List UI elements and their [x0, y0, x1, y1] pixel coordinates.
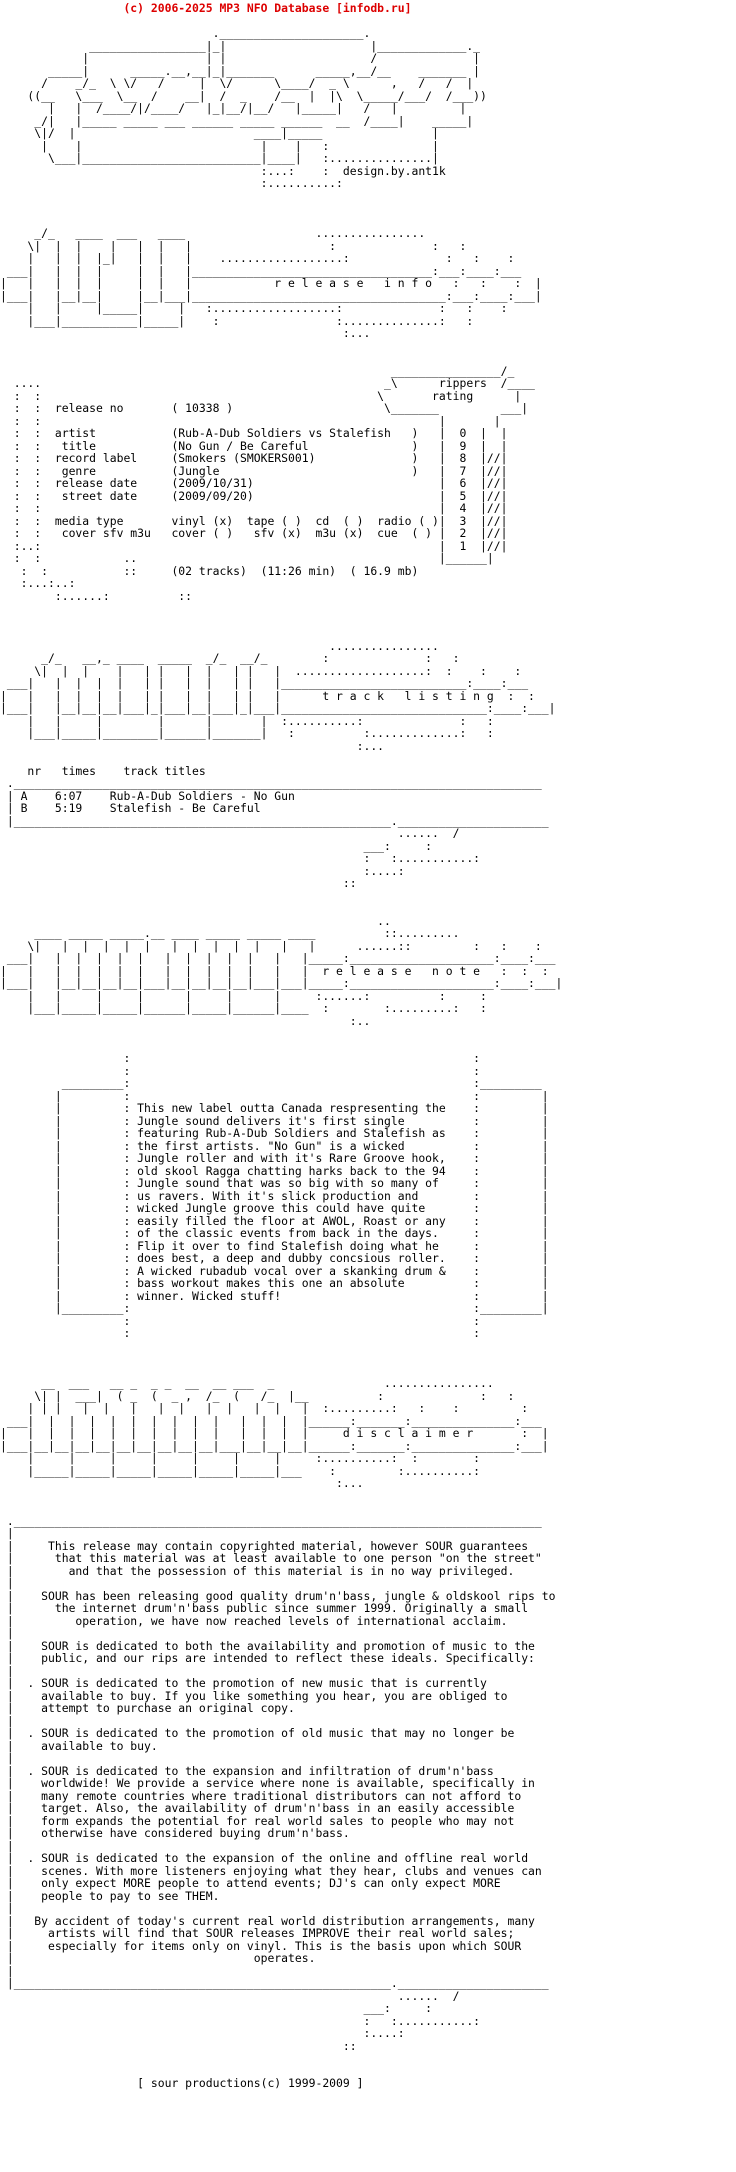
nfo-line: |_______________________________________________________.______________________ — [0, 813, 549, 828]
nfo-line: | | | | | | | :..........: : : — [0, 1451, 481, 1465]
nfo-line: | By accident of today's current real world distribution arrangements, many — [0, 1913, 535, 1928]
nfo-line: _____| _____.__,__|_|_______ _____,__/__ _______ | — [0, 63, 481, 78]
nfo-line: : :...........: — [0, 851, 481, 865]
nfo-line: _________: :_________ — [0, 1076, 542, 1090]
nfo-line: :...: : design.by.ant1k — [0, 163, 446, 178]
nfo-line: | the internet drum'n'bass public since summer 1999. Originally a small — [0, 1601, 529, 1615]
nfo-line: ___: : — [0, 2001, 433, 2015]
nfo-line — [0, 752, 736, 765]
nfo-line: | — [0, 1576, 14, 1590]
nfo-line: nr times track titles — [0, 763, 206, 778]
nfo-line: | : of the classic events from back in the days. : | — [0, 1226, 549, 1240]
nfo-line: | — [0, 1663, 14, 1678]
nfo-line: | : wicked Jungle groove this could have quite : | — [0, 1201, 549, 1215]
nfo-line: |___| |__|__|__|__|___|__|__|__|__|___|___|_____:_____________________:____:___| — [0, 976, 563, 990]
nfo-line — [0, 615, 736, 628]
nfo-line: | : winner. Wicked stuff! : | — [0, 1288, 549, 1303]
nfo-line: | otherwise have considered buying drum'n'bass. — [0, 1826, 350, 1840]
nfo-line: : : release no ( 10338 ) \_______ ___| — [0, 401, 529, 415]
nfo-line: [ sour productions(c) 1999-2009 ] — [0, 2076, 364, 2090]
nfo-line: \___|__________________________|____| :...............| — [0, 151, 439, 165]
nfo-line: | many remote countries where traditional distributors can not afford to — [0, 1788, 522, 1803]
nfo-line: |___| |__|__|__|___|_|___|__|___|_|___|______________________________:____:___| — [0, 701, 556, 715]
nfo-line: : : — [0, 1326, 481, 1340]
nfo-line: | — [0, 1626, 14, 1640]
nfo-line: :... — [0, 738, 385, 753]
nfo-line: | . SOUR is dedicated to the promotion of new music that is currently — [0, 1676, 487, 1690]
nfo-line: | public, and our rips are intended to reflect these ideals. Specifically: — [0, 1651, 535, 1665]
nfo-line — [0, 627, 736, 640]
nfo-line: \| | | | | | | | | | | ...................: : : : — [0, 663, 522, 678]
nfo-line: | . SOUR is dedicated to the promotion of old music that may no longer be — [0, 1726, 515, 1740]
nfo-line: |___|_____|_____|______|_____|______|____ : :.........: : — [0, 1001, 487, 1015]
nfo-line: | that this material was at least available to one person "on the street" — [0, 1551, 542, 1565]
nfo-line — [0, 1027, 736, 1040]
nfo-line: | SOUR has been releasing good quality drum'n'bass, jungle & oldskool rips to — [0, 1588, 556, 1603]
nfo-line: | form expands the potential for real world sales to people who may not — [0, 1813, 515, 1828]
nfo-line: : : — [0, 1313, 481, 1328]
nfo-line: | — [0, 1526, 14, 1540]
nfo-line: :....: — [0, 863, 405, 878]
nfo-line: | : Jungle sound that was so big with so many of : | — [0, 1176, 549, 1190]
nfo-line: ___| | | | | | |___________________________________:___:____:___ — [0, 263, 522, 278]
nfo-line — [0, 190, 736, 203]
nfo-line: | | | |_| | | | ..................: : : : — [0, 251, 515, 265]
nfo-line: | This release may contain copyrighted material, however SOUR guarantees — [0, 1538, 529, 1553]
nfo-line: \| | | | | | | : : : — [0, 238, 467, 253]
nfo-line: | available to buy. If you like something you hear, you are obliged to — [0, 1688, 508, 1703]
nfo-line: ...... / — [0, 1988, 460, 2003]
nfo-line: ___: : — [0, 838, 433, 853]
nfo-line: : : record label (Smokers (SMOKERS001) ) | 8 |//| — [0, 451, 508, 465]
nfo-line: : : cover sfv m3u cover ( ) sfv (x) m3u (x) cue ( ) | 2 |//| — [0, 526, 508, 540]
nfo-line: | : This new label outta Canada respresenting the : | — [0, 1101, 549, 1115]
nfo-line: | | | | | | | | | | | | | | r e l e a s e n o t e : : : — [0, 963, 549, 978]
nfo-line: : : .. |______| — [0, 551, 494, 565]
nfo-line: :... — [0, 1476, 364, 1490]
nfo-line: | — [0, 1713, 14, 1728]
nfo-line: : : — [0, 1063, 481, 1078]
nfo-line: | . SOUR is dedicated to the expansion and infiltration of drum'n'bass — [0, 1763, 494, 1778]
nfo-line — [0, 1490, 736, 1503]
nfo-line: | : old skool Ragga chatting harks back to the 94 : | — [0, 1163, 549, 1178]
nfo-line: :...:..: — [0, 576, 419, 590]
nfo-line: | : : | — [0, 1088, 549, 1103]
nfo-line: | — [0, 1901, 14, 1915]
nfo-line: :... — [0, 326, 371, 340]
nfo-line: : : \ rating | — [0, 388, 522, 403]
nfo-line — [0, 340, 736, 353]
nfo-line: _________________|_| |_____________._ — [0, 38, 481, 53]
nfo-line: : : genre (Jungle ) | 7 |//| — [0, 463, 508, 478]
nfo-line: _/_ ____ ___ ____ ................ — [0, 226, 433, 240]
nfo-line: .... _\ rippers /____ — [0, 376, 535, 390]
nfo-line: : : release date (2009/10/31) | 6 |//| — [0, 476, 508, 490]
nfo-line: | | |_____| | :..................: : : : — [0, 301, 508, 315]
nfo-line: :......: :: — [0, 588, 193, 603]
nfo-line: |_______________________________________________________.______________________ — [0, 1976, 549, 1990]
nfo-line: | especially for items only on vinyl. This is the basis upon which SOUR — [0, 1938, 522, 1953]
nfo-line: : : — [0, 1051, 481, 1065]
nfo-line: | artists will find that SOUR releases IMPROVE their real world sales; — [0, 1926, 515, 1940]
nfo-line: ___| | | | | | | | | | | | | |______:_______:_______________:___ — [0, 1413, 542, 1428]
nfo-line: ...... / — [0, 826, 460, 840]
nfo-line: | : Jungle roller and with it's Rare Groove hook, : | — [0, 1151, 549, 1165]
nfo-line: :..........: — [0, 176, 343, 190]
nfo-line: : : :: (02 tracks) (11:26 min) ( 16.9 mb) — [0, 563, 419, 578]
nfo-line: ................ — [0, 638, 439, 653]
nfo-line: | only expect MORE people to attend events; DJ's can only expect MORE — [0, 1876, 501, 1890]
nfo-line: : : | | — [0, 413, 501, 428]
nfo-line: ._____________________. — [0, 26, 371, 40]
nfo-line: | operation, we have now reached levels of international acclaim. — [0, 1613, 508, 1628]
nfo-line: | available to buy. — [0, 1738, 158, 1753]
nfo-line: | attempt to purchase an original copy. — [0, 1701, 295, 1715]
nfo-line — [0, 352, 736, 365]
nfo-line: ___| | | | | | | | | | | | |_____:_____________________:____:___ — [0, 951, 556, 965]
nfo-line: :: — [0, 876, 357, 890]
nfo-line — [0, 890, 736, 903]
nfo-line: | : featuring Rub-A-Dub Soldiers and Stalefish as : | — [0, 1126, 549, 1140]
nfo-line — [0, 902, 736, 915]
nfo-line: |___| |__|__| |__|___|_____________________________________:___:____:___| — [0, 288, 542, 303]
nfo-line: | and that the possession of this material is in no way privileged. — [0, 1563, 515, 1578]
nfo-line: ____ _____ _____.__ ____ _____ _____ ____ ::......... — [0, 926, 460, 940]
nfo-line: | target. Also, the availability of drum'n'bass in an easily accessible — [0, 1801, 515, 1815]
nfo-line: | : does best, a deep and dubby concsious roller. : | — [0, 1251, 549, 1265]
nfo-line: : : artist (Rub-A-Dub Soldiers vs Stalefish ) | 0 | | — [0, 426, 508, 440]
nfo-line: | | | | | | | | | | | | | t r a c k l i s t i n g : : — [0, 688, 535, 703]
nfo-line: | : Jungle sound delivers it's first single : | — [0, 1113, 549, 1128]
nfo-line: | | | | | | | | r e l e a s e i n f o : : : | — [0, 276, 542, 290]
nfo-line: | : easily filled the floor at AWOL, Roast or any : | — [0, 1213, 549, 1228]
nfo-line: _/_ __,_ ____ _____ _/_ __/_ : : : — [0, 651, 460, 665]
nfo-line: | people to pay to see THEM. — [0, 1888, 220, 1903]
nfo-line: | B 5:19 Stalefish - Be Careful — [0, 801, 261, 815]
nfo-line: : : | 4 |//| — [0, 501, 508, 515]
nfo-line: | | | / | — [0, 51, 481, 65]
nfo-line: |_____|_____|_____|_____|_____|_____|___ : :..........: — [0, 1463, 481, 1478]
nfo-line: ___| | | | | | | | | | | |___________________________:____:___ — [0, 676, 529, 690]
nfo-line: |___|___________|_____| : :..............: : — [0, 313, 474, 328]
nfo-line: : : title (No Gun / Be Careful ) | 9 | | — [0, 438, 508, 453]
nfo-line: .. — [0, 913, 391, 928]
nfo-line: :....: — [0, 2026, 405, 2040]
nfo-line — [0, 1502, 736, 1515]
nfo-line: : : media type vinyl (x) tape ( ) cd ( ) radio ( )| 3 |//| — [0, 513, 508, 528]
site-credit-line: (c) 2006-2025 MP3 NFO Database [infodb.ru] — [0, 1, 412, 15]
nfo-line: | | /____/|/____/ |_|__/|__/ |_____| / | | — [0, 101, 467, 115]
nfo-line: | | | | | | | :......: : : — [0, 988, 487, 1003]
nfo-line: \| | ___| ( _ ( _ , /_ ( /_ |__ : : : — [0, 1388, 515, 1403]
nfo-line — [0, 602, 736, 615]
nfo-line: | : bass workout makes this one an absolute : | — [0, 1276, 549, 1290]
nfo-line: ._____________________________________________________________________________ — [0, 1513, 542, 1528]
nfo-line: | SOUR is dedicated to both the availability and promotion of music to the — [0, 1638, 535, 1653]
nfo-line — [0, 202, 736, 215]
nfo-line: | scenes. With more listeners enjoying what they hear, clubs and venues can — [0, 1863, 542, 1878]
nfo-line: | : the first artists. "No Gun" is a wicked : | — [0, 1138, 549, 1153]
nfo-line: ((__ \___ \__ / __| / _ /__ | |\ \_____/___/ /___)) — [0, 88, 487, 103]
nfo-line: | | | | | | | | | | | | | :.........: : : : — [0, 1401, 529, 1415]
nfo-line: | worldwide! We provide a service where none is available, specifically in — [0, 1776, 535, 1790]
nfo-line: \| | | | | | | | | | | | | ......:: : : : — [0, 938, 542, 953]
nfo-line: | — [0, 1963, 14, 1978]
nfo-line — [0, 2052, 736, 2065]
nfo-line: : :...........: — [0, 2013, 481, 2028]
nfo-line: | | | | | | | | | | | | | | | d i s c l a i m e r : | — [0, 1426, 549, 1440]
nfo-line: / _/_ \ \/ / | \/ \____/ _ \ , / / | — [0, 76, 474, 90]
nfo-line: | operates. — [0, 1951, 316, 1965]
nfo-line: | : us ravers. With it's slick production and : | — [0, 1188, 549, 1203]
nfo-line: : : street date (2009/09/20) | 5 |//| — [0, 488, 508, 503]
nfo-line: |_________: :_________| — [0, 1301, 549, 1315]
nfo-line: :..: | 1 |//| — [0, 538, 508, 553]
nfo-line: | — [0, 1838, 14, 1853]
nfo-line: ._____________________________________________________________________________ — [0, 776, 542, 790]
nfo-line: | | | | : | — [0, 138, 439, 153]
nfo-line: \|/ | ____|_____ | — [0, 126, 439, 140]
nfo-line: :.. — [0, 1013, 371, 1028]
nfo-line: | : A wicked rubadub vocal over a skanking drum & : | — [0, 1263, 549, 1278]
nfo-line: | | | | | | :..........: : : — [0, 713, 494, 728]
nfo-line: ________________/_ — [0, 363, 515, 378]
nfo-line: _/| |_____ _____ ___ ______ _____ ______ __ /____| _____| — [0, 113, 474, 128]
nfo-line: :: — [0, 2038, 357, 2053]
nfo-line — [0, 1352, 736, 1365]
nfo-line: |___|__|__|__|__|__|__|__|__|__|___|__|__|__|______:_______:_______________:___| — [0, 1438, 549, 1453]
nfo-line: |___|_____|________|______|_______| : :.............: : — [0, 726, 494, 740]
nfo-line: | — [0, 1751, 14, 1765]
nfo-line: | : Flip it over to find Stalefish doing what he : | — [0, 1238, 549, 1253]
nfo-line — [0, 1340, 736, 1353]
nfo-line: | . SOUR is dedicated to the expansion of the online and offline real world — [0, 1851, 529, 1865]
nfo-line: | A 6:07 Rub-A-Dub Soldiers - No Gun — [0, 788, 295, 803]
nfo-line: __ ___ __ _ _ _ __ __ ___ _ ................ — [0, 1376, 494, 1390]
